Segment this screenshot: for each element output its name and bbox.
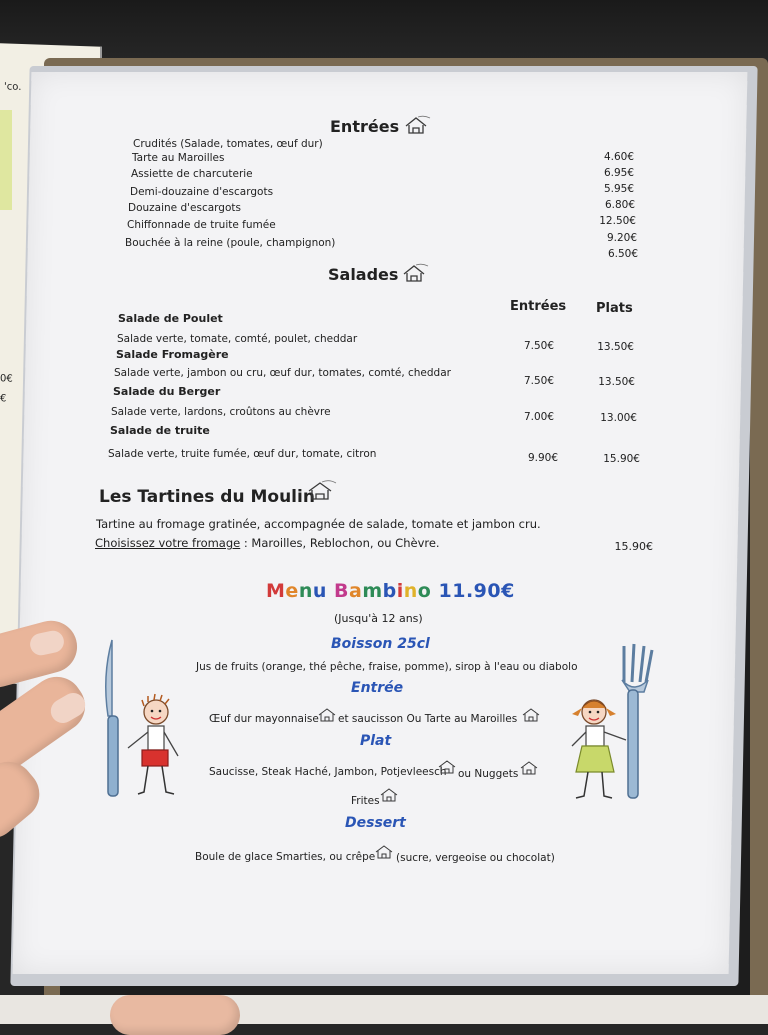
dessert-heading: Dessert	[345, 815, 406, 831]
bambino-title-letter: e	[285, 580, 299, 602]
bambino-dessert-2: (sucre, vergeoise ou chocolat)	[396, 852, 555, 864]
knife-illustration	[106, 640, 118, 796]
bambino-title-letter: a	[348, 580, 363, 602]
bambino-title	[266, 580, 515, 602]
bambino-title-letter: u	[312, 580, 327, 602]
boisson-desc: Jus de fruits (orange, thé pêche, fraise, pomme), sirop à l'eau ou diabolo	[196, 661, 578, 673]
left-page-price: 0€	[0, 373, 13, 385]
homemade-house-icon	[304, 478, 340, 502]
bambino-title-letter: n	[298, 580, 313, 602]
entree-item-price: 6.95€	[603, 167, 634, 179]
bambino-title-letter: 1	[452, 580, 466, 602]
salad-name: Salade de Poulet	[118, 312, 223, 325]
salad-name: Salade de truite	[110, 424, 210, 437]
salad-desc: Salade verte, jambon ou cru, œuf dur, tomates, comté, cheddar	[114, 367, 451, 379]
salad-desc: Salade verte, tomate, comté, poulet, cheddar	[117, 333, 358, 345]
salad-entree-price: 7.50€	[523, 375, 554, 387]
bambino-frites: Frites	[351, 795, 380, 807]
bambino-title-letter: n	[403, 580, 418, 602]
salad-entree-price: 7.00€	[523, 411, 554, 423]
bambino-title-letter: M	[266, 580, 286, 602]
salad-entree-price: 7.50€	[523, 340, 554, 352]
entree-item-price: 12.50€	[599, 215, 636, 227]
salad-name: Salade du Berger	[113, 385, 221, 398]
salad-name: Salade Fromagère	[116, 348, 229, 361]
bambino-title-letter: 9	[473, 580, 488, 602]
bambino-title-letter: 1	[438, 580, 453, 602]
entree-item-name: Demi-douzaine d'escargots	[130, 186, 274, 198]
bambino-entree-2: et saucisson Ou Tarte au Maroilles	[338, 713, 518, 725]
tartines-choice-options: : Maroilles, Reblochon, ou Chèvre.	[240, 536, 440, 550]
entree-item-price: 5.95€	[603, 183, 634, 195]
entree-item-name: Douzaine d'escargots	[128, 202, 241, 214]
fork-illustration	[622, 644, 652, 798]
tartines-desc: Tartine au fromage gratinée, accompagnée de salade, tomate et jambon cru.	[96, 517, 541, 531]
tartines-price: 15.90€	[614, 540, 653, 553]
bambino-title-letter: m	[362, 580, 383, 602]
homemade-house-icon	[402, 114, 434, 136]
girl-illustration	[572, 700, 626, 798]
salad-plat-price: 13.50€	[598, 376, 635, 388]
fork-girl-illustration	[560, 642, 660, 807]
salades-title: Salades	[328, 265, 399, 284]
entree-item-price: 6.50€	[607, 248, 638, 260]
entree-item-name: Crudités (Salade, tomates, œuf dur)	[133, 138, 323, 150]
left-page-price: €	[0, 393, 7, 405]
bambino-plat-2: ou Nuggets	[458, 768, 519, 780]
entrees-title: Entrées	[330, 117, 400, 136]
bambino-title-letter: o	[417, 580, 432, 602]
tartines-title: Les Tartines du Moulin	[99, 487, 315, 507]
homemade-house-icon	[436, 758, 458, 776]
salad-plat-price: 13.00€	[600, 412, 637, 424]
homemade-house-icon	[520, 706, 542, 724]
entree-item-name: Tarte au Maroilles	[132, 152, 225, 164]
bambino-title-letter: 0	[487, 580, 502, 602]
entree-item-price: 9.20€	[606, 232, 637, 244]
salad-desc: Salade verte, truite fumée, œuf dur, tomate, citron	[108, 448, 377, 460]
salad-plat-price: 15.90€	[603, 453, 640, 465]
left-page-photo-fragment	[0, 110, 12, 210]
entree-heading: Entrée	[351, 680, 404, 696]
plat-heading: Plat	[360, 733, 392, 749]
homemade-house-icon	[373, 843, 395, 861]
bambino-title-letter: €	[501, 580, 515, 602]
bambino-entree-1: Œuf dur mayonnaise	[209, 713, 319, 725]
entree-item-name: Assiette de charcuterie	[131, 168, 253, 180]
entree-item-price: 6.80€	[604, 199, 635, 211]
entree-item-price: 4.60€	[603, 151, 634, 163]
column-header-plats: Plats	[596, 301, 633, 316]
homemade-house-icon	[400, 262, 432, 284]
homemade-house-icon	[518, 759, 540, 777]
left-page-fragment: 'co.	[4, 81, 22, 93]
bambino-title-letter	[327, 580, 334, 602]
homemade-house-icon	[316, 706, 338, 724]
bambino-title-letter: B	[334, 580, 349, 602]
entree-item-name: Bouchée à la reine (poule, champignon)	[125, 237, 336, 249]
bambino-title-letter: .	[465, 580, 474, 602]
knife-boy-illustration	[98, 636, 188, 806]
bambino-plat-1: Saucisse, Steak Haché, Jambon, Potjevleesch	[209, 766, 447, 778]
column-header-entrees: Entrées	[510, 299, 567, 314]
tartines-choice-label: Choisissez votre fromage	[95, 536, 241, 550]
bambino-title-letter: b	[382, 580, 397, 602]
bambino-title-letter: i	[396, 580, 404, 602]
entree-item-name: Chiffonnade de truite fumée	[127, 219, 276, 231]
salad-desc: Salade verte, lardons, croûtons au chèvre	[111, 406, 331, 418]
bambino-dessert-1: Boule de glace Smarties, ou crêpe	[195, 851, 376, 863]
salad-plat-price: 13.50€	[597, 341, 634, 353]
homemade-house-icon	[378, 786, 400, 804]
bambino-age: (Jusqu'à 12 ans)	[334, 612, 423, 625]
finger	[110, 995, 240, 1035]
salad-entree-price: 9.90€	[527, 452, 558, 464]
boy-illustration	[128, 694, 178, 794]
tartines-choice	[95, 536, 440, 550]
boisson-heading: Boisson 25cl	[331, 636, 430, 652]
